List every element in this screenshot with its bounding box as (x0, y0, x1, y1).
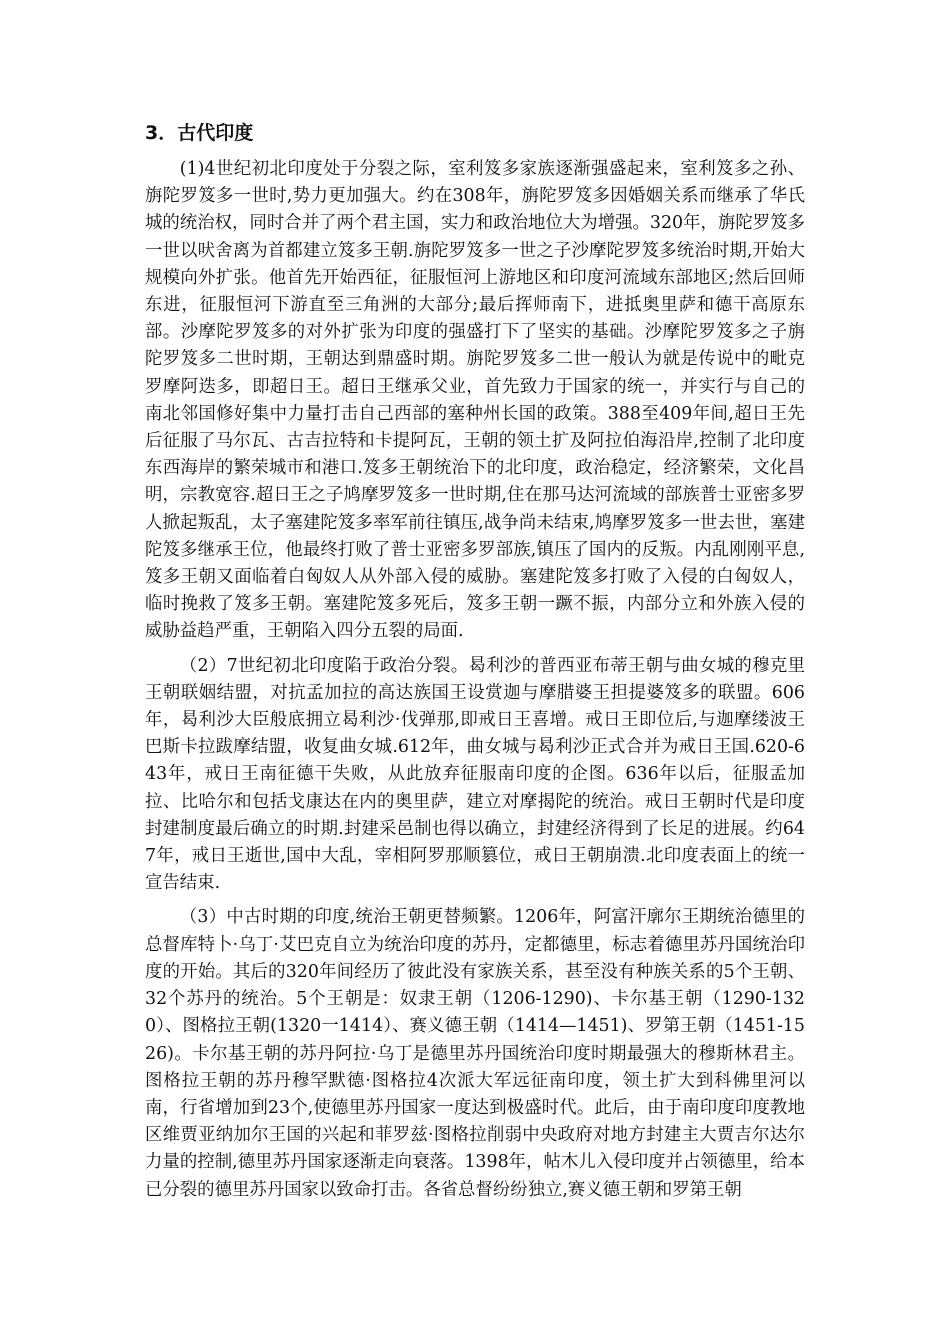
document-page (145, 118, 805, 1211)
section-title: 3．古代印度 (145, 122, 254, 144)
paragraph-gupta-dynasty: (1)4世纪初北印度处于分裂之际，室利笈多家族逐渐强盛起来，室利笈多之孙、旃陀罗笈多一世时,势力更加强大。约在308年，旃陀罗笈多因婚姻关系而继承了华氏城的统治权，同时合并了两个君主国，实力和政治地位大为增强。320年，旃陀罗笈多一世以吠舍离为首都建立笈多王朝.旃陀罗笈多一世之子沙摩陀罗笈多统治时期,开始大规模向外扩张。他首先开始西征，征服恒河上游地区和印度河流域东部地区;然后回师东进，征服恒河下游直至三角洲的大部分;最后挥师南下，进抵奥里萨和德干高原东部。沙摩陀罗笈多的对外扩张为印度的强盛打下了坚实的基础。沙摩陀罗笈多之子旃陀罗笈多二世时期，王朝达到鼎盛时期。旃陀罗笈多二世一般认为就是传说中的毗克罗摩阿迭多，即超日王。超日王继承父业，首先致力于国家的统一，并实行与自己的南北邻国修好集中力量打击自己西部的塞种州长国的政策。388至409年间,超日王先后征服了马尔瓦、古吉拉特和卡提阿瓦，王朝的领土扩及阿拉伯海沿岸,控制了北印度东西海岸的繁荣城市和港口.笈多王朝统治下的北印度，政治稳定，经济繁荣，文化昌明，宗教宽容.超日王之子鸠摩罗笈多一世时期,住在那马达河流域的部族普士亚密多罗人掀起叛乱，太子塞建陀笈多率军前往镇压,战争尚未结束,鸠摩罗笈多一世去世，塞建陀笈多继承王位，他最终打败了普士亚密多罗部族,镇压了国内的反叛。内乱刚刚平息,笈多王朝又面临着白匈奴人从外部入侵的威胁。塞建陀笈多打败了入侵的白匈奴人，临时挽救了笈多王朝。塞建陀笈多死后，笈多王朝一蹶不振，内部分立和外族入侵的威胁益趋严重，王朝陷入四分五裂的局面. (145, 159, 805, 642)
paragraph-harsha-dynasty: （2）7世纪初北印度陷于政治分裂。曷利沙的普西亚布蒂王朝与曲女城的穆克里王朝联姻结盟，对抗孟加拉的高达族国王设赏迦与摩腊婆王担提婆笈多的联盟。606年，曷利沙大臣般底拥立曷利沙·伐弹那,即戒日王喜增。戒日王即位后,与迦摩缕波王巴斯卡拉跋摩结盟，收复曲女城.612年，曲女城与曷利沙正式合并为戒日王国.620-643年，戒日王南征德干失败，从此放弃征服南印度的企图。636年以后，征服孟加拉、比哈尔和包括戈康达在内的奥里萨，建立对摩揭陀的统治。戒日王朝时代是印度封建制度最后确立的时期.封建采邑制也得以确立，封建经济得到了长足的进展。约647年，戒日王逝世,国中大乱，宰相阿罗那顺篡位，戒日王朝崩溃.北印度表面上的统一宣告结束. (145, 655, 805, 894)
paragraph-delhi-sultanate: （3）中古时期的印度,统治王朝更替频繁。1206年，阿富汗廓尔王期统治德里的总督库特卜·乌丁·艾巴克自立为统治印度的苏丹，定都德里，标志着德里苏丹国统治印度的开始。其后的320年间经历了彼此没有家族关系，甚至没有种族关系的5个王朝、32个苏丹的统治。5个王朝是：奴隶王朝（1206-1290)、卡尔基王朝（1290-1320）、图格拉王朝(1320一1414）、赛义德王朝（1414—1451)、罗第王朝（1451-1526)。卡尔基王朝的苏丹阿拉·乌丁是德里苏丹国统治印度时期最强大的穆斯林君主。图格拉王朝的苏丹穆罕默德·图格拉4次派大军远征南印度，领土扩大到科佛里河以南，行省增加到23个,使德里苏丹国家一度达到极盛时代。此后，由于南印度印度教地区维贾亚纳加尔王国的兴起和菲罗兹·图格拉削弱中央政府对地方封建主大贾吉尔达尔力量的控制,德里苏丹国家逐渐走向衰落。1398年，帖木儿入侵印度并占领德里，给本已分裂的德里苏丹国家以致命打击。各省总督纷纷独立,赛义德王朝和罗第王朝 (145, 907, 805, 1200)
